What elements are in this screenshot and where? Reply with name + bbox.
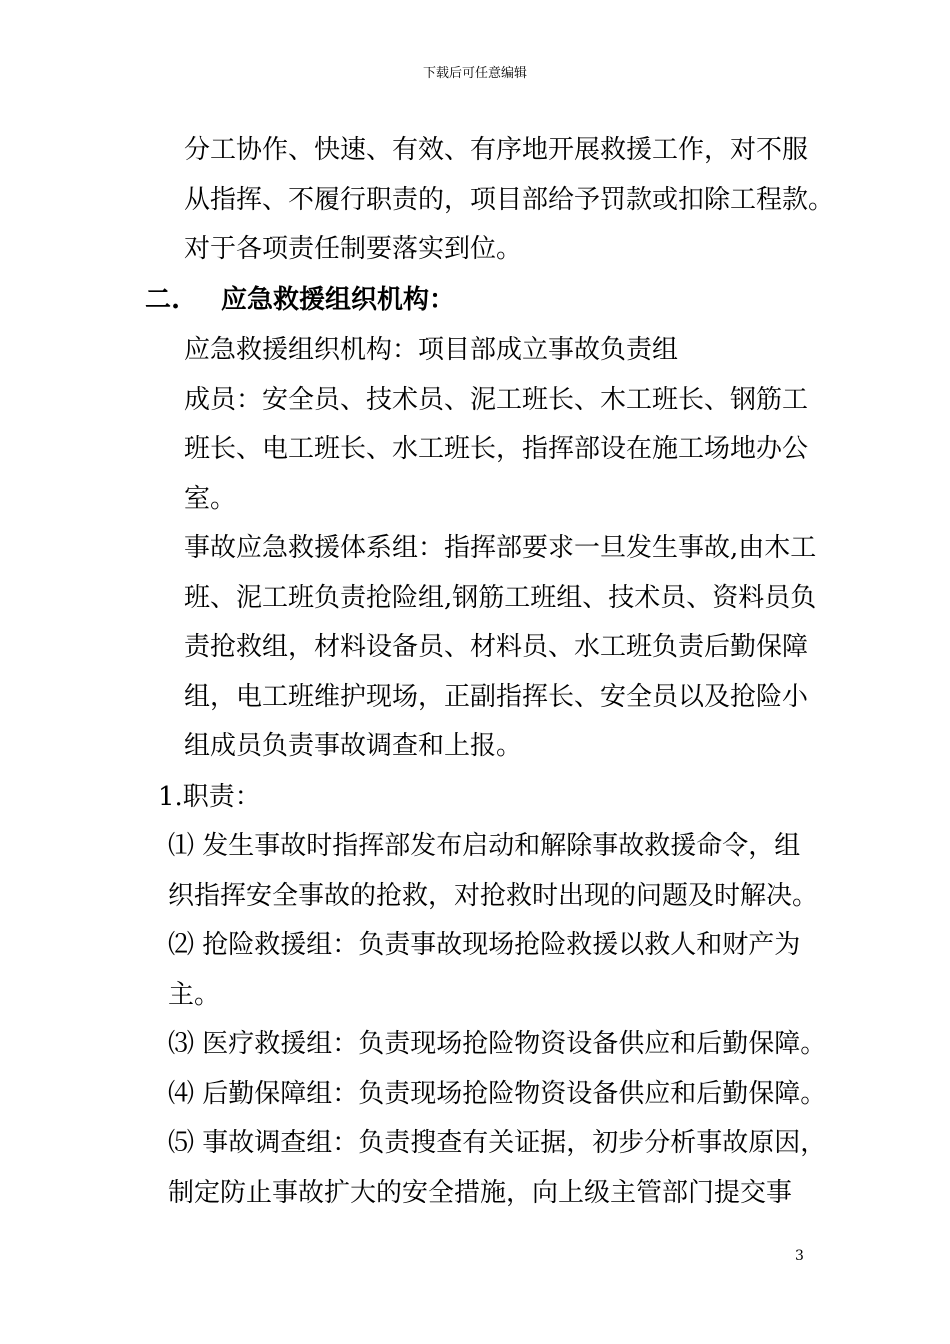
- list-item-line: ⑴ 发生事故时指挥部发布启动和解除事故救援命令，组: [168, 831, 801, 861]
- body-text-line: 成员：安全员、技术员、泥工班长、木工班长、钢筋工: [184, 385, 809, 415]
- body-text-line: 责抢救组，材料设备员、材料员、水工班负责后勤保障: [184, 632, 809, 662]
- subsection-heading: 1.职责：: [158, 782, 261, 812]
- section-number: 二.: [145, 285, 181, 315]
- body-text-line: 对于各项责任制要落实到位。: [184, 234, 523, 264]
- body-text-line: 事故应急救援体系组：指挥部要求一旦发生事故,由木工: [184, 533, 817, 563]
- body-text-line: 班、泥工班负责抢险组,钢筋工班组、技术员、资料员负: [184, 583, 817, 613]
- body-text-line: 应急救援组织机构：项目部成立事故负责组: [184, 335, 679, 365]
- list-item-line: ⑸ 事故调查组：负责搜查有关证据，初步分析事故原因，: [168, 1128, 827, 1158]
- body-text-line: 班长、电工班长、水工班长，指挥部设在施工场地办公: [184, 434, 809, 464]
- section-heading: [145, 283, 455, 317]
- list-item-line: 织指挥安全事故的抢救，对抢救时出现的问题及时解决。: [168, 881, 819, 911]
- body-text-line: 组成员负责事故调查和上报。: [184, 731, 523, 761]
- body-text-line: 分工协作、快速、有效、有序地开展救援工作，对不服: [184, 135, 809, 165]
- body-text-line: 室。: [184, 484, 237, 514]
- page-header: 下载后可任意编辑: [422, 66, 527, 81]
- list-item-line: ⑵ 抢险救援组：负责事故现场抢险救援以救人和财产为: [168, 930, 801, 960]
- section-title: 应急救援组织机构：: [221, 285, 456, 315]
- body-text-line: 从指挥、不履行职责的，项目部给予罚款或扣除工程款。: [184, 185, 835, 215]
- list-item-line: ⑷ 后勤保障组：负责现场抢险物资设备供应和后勤保障。: [168, 1079, 827, 1109]
- list-item-line: 主。: [168, 980, 221, 1010]
- list-item-line: 制定防止事故扩大的安全措施，向上级主管部门提交事: [168, 1178, 793, 1208]
- list-item-line: ⑶ 医疗救援组：负责现场抢险物资设备供应和后勤保障。: [168, 1029, 827, 1059]
- page-number: 3: [795, 1248, 804, 1264]
- body-text-line: 组，电工班维护现场，正副指挥长、安全员以及抢险小: [184, 682, 809, 712]
